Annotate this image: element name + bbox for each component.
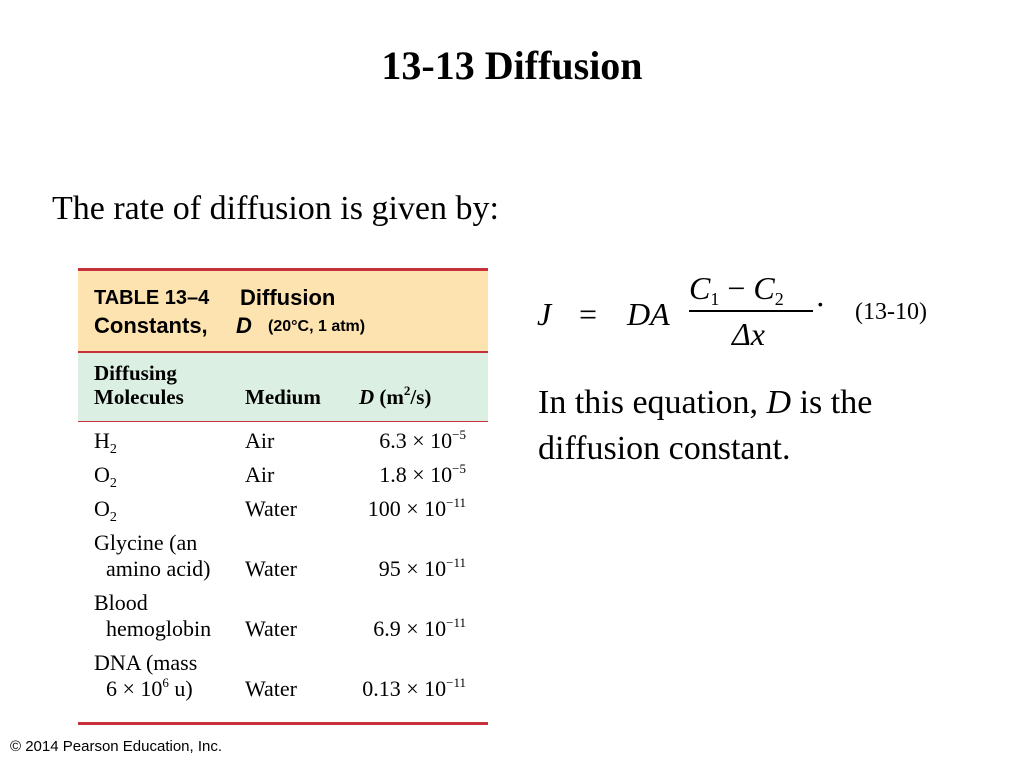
table-row-molecule-line2: amino acid) <box>106 556 211 581</box>
equation-numerator: $C_1 - C_2$ <box>689 270 784 309</box>
table-row-medium: Water <box>245 676 297 701</box>
slide-title: 13-13 Diffusion <box>381 43 643 88</box>
table-body <box>78 422 488 722</box>
table-caption <box>78 271 488 353</box>
explanation-text: In this equation, D is the diffusion constant. <box>538 384 873 467</box>
table-number: TABLE 13–4 <box>94 287 210 309</box>
table-name-line2: Constants, <box>94 313 208 338</box>
table-row-d-value: $6.3 \times 10^{-5}$ <box>379 427 466 453</box>
table-row-medium: Air <box>245 428 275 453</box>
table-row-d-value: $100 \times 10^{-11}$ <box>367 495 466 521</box>
table-row-d-value: $95 \times 10^{-11}$ <box>378 555 466 581</box>
copyright-footer: © 2014 Pearson Education, Inc. <box>10 738 223 755</box>
table-row-molecule: $O_2$ <box>94 462 117 491</box>
table-name-line1: Diffusion <box>240 285 336 310</box>
intro-text: The rate of diffusion is given by: <box>52 190 499 227</box>
table-row-medium: Water <box>245 496 297 521</box>
equation-denominator: Δx <box>732 316 765 352</box>
table-row-molecule-line1: Glycine (an <box>94 530 198 555</box>
diffusion-constants-table <box>78 268 488 725</box>
col-header-medium: Medium <box>245 385 321 409</box>
table-header-row <box>78 353 488 422</box>
equation-coefficient: DA <box>627 296 670 332</box>
table-row-medium: Water <box>245 556 297 581</box>
equation-number: (13-10) <box>855 299 927 325</box>
table-row-medium: Air <box>245 462 275 487</box>
equation-dot: · <box>815 286 826 322</box>
fraction-bar <box>689 310 813 312</box>
table-row-molecule-line2: $6 \times 10^6$ u) <box>106 675 193 701</box>
table-row-d-value: $0.13 \times 10^{-11}$ <box>362 675 466 701</box>
table-conditions: (20°C, 1 atm) <box>268 318 366 335</box>
equation-equals: = <box>579 296 598 332</box>
equation-lhs: J <box>537 296 552 332</box>
table-symbol: D <box>236 313 252 338</box>
col-header-d: D $(m^2/s)$ <box>359 383 432 409</box>
table-row-molecule-line1: DNA (mass <box>94 650 198 675</box>
table-row-molecule-line1: Blood <box>94 590 148 615</box>
explanation-symbol: D <box>766 384 792 421</box>
table-row-molecule-line2: hemoglobin <box>106 616 212 641</box>
col-header-molecules-line2: Molecules <box>94 385 184 409</box>
table-row-d-value: $1.8 \times 10^{-5}$ <box>379 461 466 487</box>
table-row-molecule: $O_2$ <box>94 496 117 525</box>
table-row-medium: Water <box>245 616 297 641</box>
table-row-d-value: $6.9 \times 10^{-11}$ <box>373 615 466 641</box>
table-row-molecule: $H_2$ <box>94 428 117 457</box>
col-header-molecules-line1: Diffusing <box>94 361 177 385</box>
